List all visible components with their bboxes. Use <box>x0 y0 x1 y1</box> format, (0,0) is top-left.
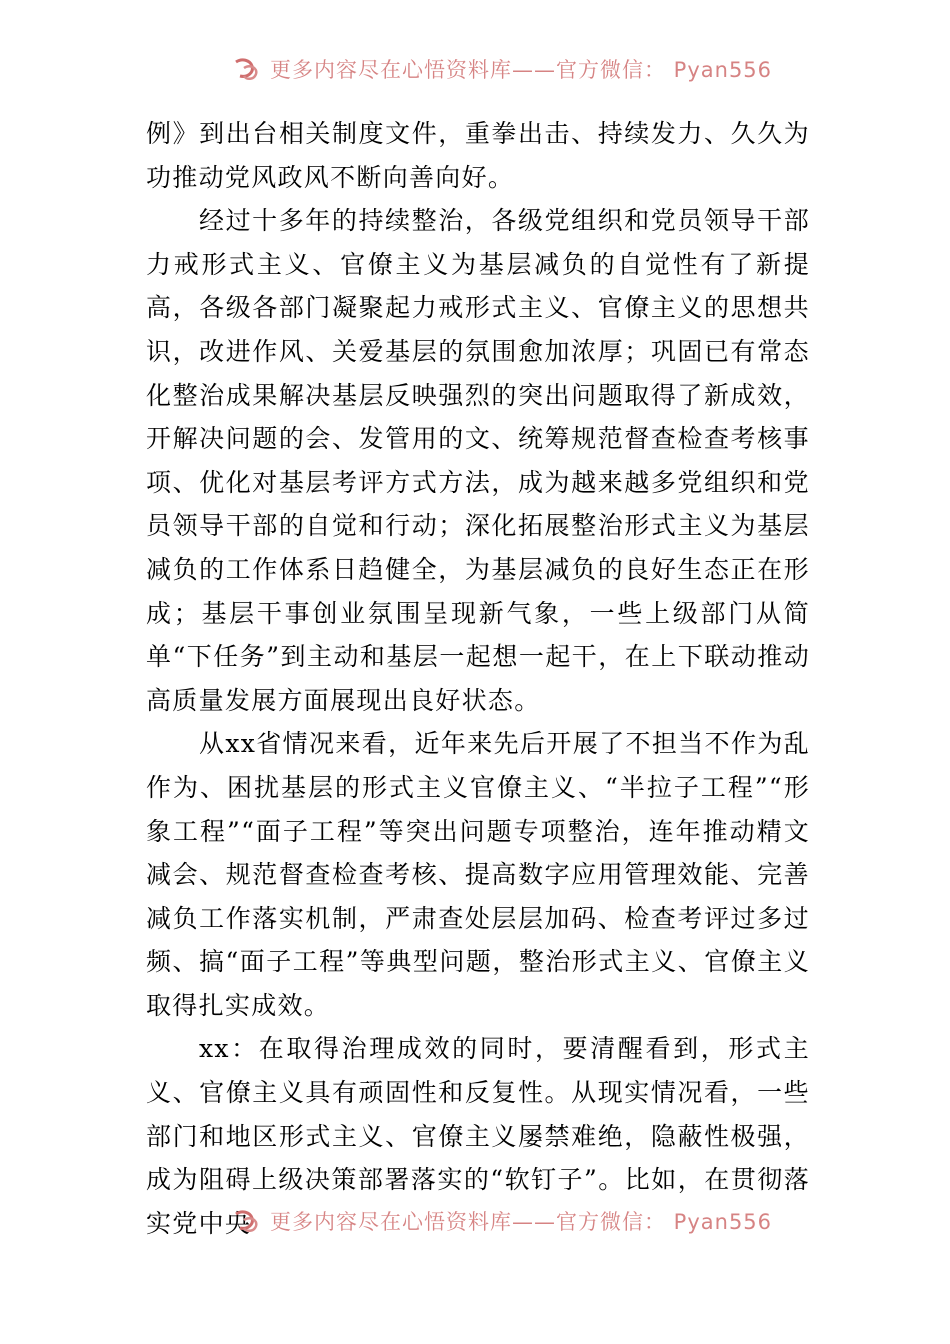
paragraph-1: 例》到出台相关制度文件，重拳出击、持续发力、久久为功推动党风政风不断向善向好。 <box>146 119 810 192</box>
watermark-logo-icon <box>232 1208 262 1234</box>
document-body <box>146 112 810 1245</box>
paragraph-2: 经过十多年的持续整治，各级党组织和党员领导干部力戒形式主义、官僚主义为基层减负的自觉性有了新提高，各级各部门凝聚起力戒形式主义、官僚主义的思想共识，改进作风、关爱基层的氛围愈加浓厚；巩固已有常态化整治成果解决基层反映强烈的突出问题取得了新成效，开解决问题的会、发管用的文、统筹规范督查检查考核事项、优化对基层考评方式方法，成为越来越多党组织和党员领导干部的自觉和行动；深化拓展整治形式主义为基层减负的工作体系日趋健全，为基层减负的良好生态正在形成；基层干事创业氛围呈现新气象，一些上级部门从简单“下任务”到主动和基层一起想一起干，在上下联动推动高质量发展方面展现出良好状态。 <box>146 206 810 715</box>
watermark-footer <box>0 1208 950 1234</box>
paragraph-3: 从xx省情况来看，近年来先后开展了不担当不作为乱作为、困扰基层的形式主义官僚主义、“半拉子工程”“形象工程”“面子工程”等突出问题专项整治，连年推动精文减会、规范督查检查考核、提高数字应用管理效能、完善减负工作落实机制，严肃查处层层加码、检查考评过多过频、搞“面子工程”等典型问题，整治形式主义、官僚主义取得扎实成效。 <box>146 729 810 1020</box>
watermark-text: 更多内容尽在心悟资料库——官方微信： Pyan556 <box>270 1210 773 1234</box>
watermark-text: 更多内容尽在心悟资料库——官方微信： Pyan556 <box>270 58 773 82</box>
watermark-logo-icon <box>232 56 262 82</box>
paragraph-4: xx：在取得治理成效的同时，要清醒看到，形式主义、官僚主义具有顽固性和反复性。从现实情况看，一些部门和地区形式主义、官僚主义屡禁难绝，隐蔽性极强，成为阻碍上级决策部署落实的“软钉子”。比如，在贯彻落实党中央 <box>146 1034 810 1238</box>
watermark-header <box>0 56 950 82</box>
